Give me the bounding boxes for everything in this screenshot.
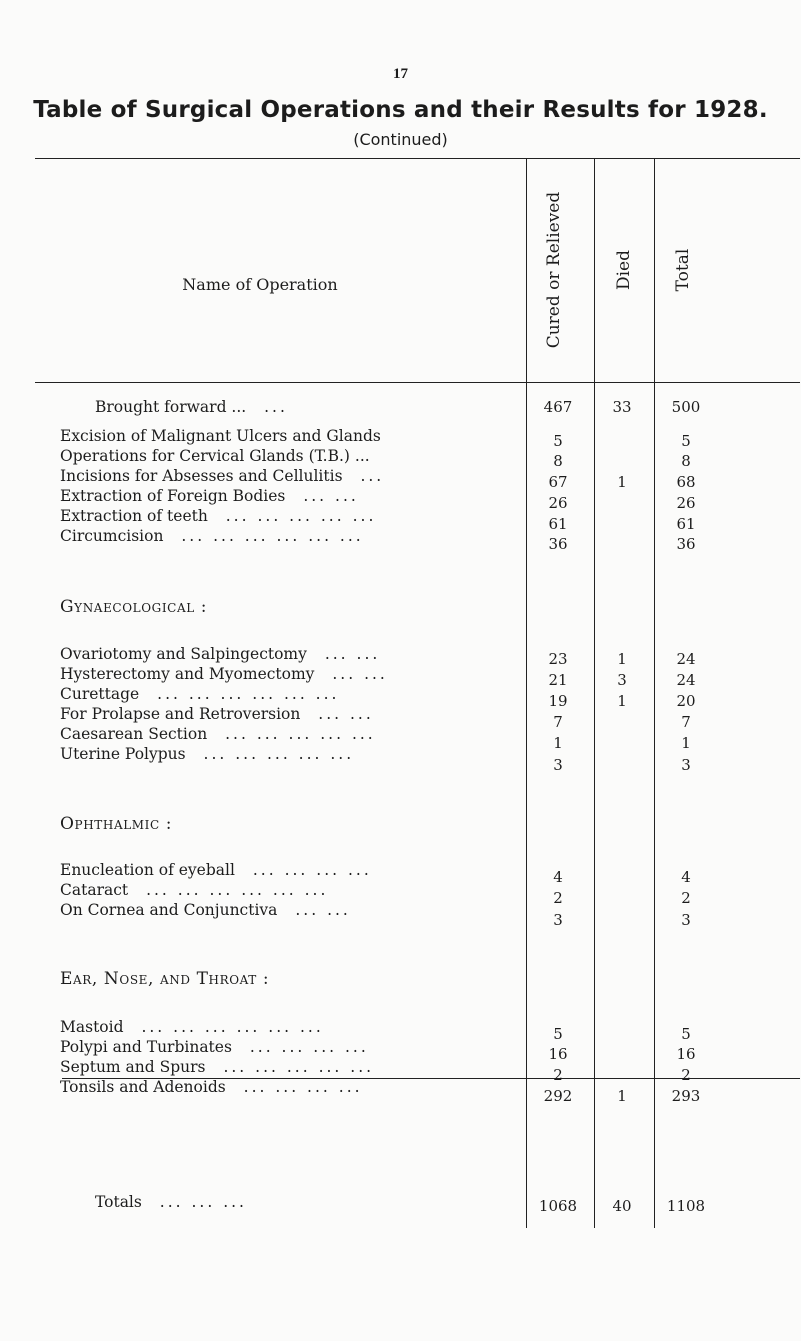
cured-value: 61 [548,515,568,533]
operation-name: Cataract ... ... ... ... ... ... [60,881,329,899]
died-value: 1 [617,692,627,710]
leader-dots: ... [256,398,288,416]
total-value: 24 [676,671,696,689]
total-value: 24 [676,650,696,668]
operation-name: For Prolapse and Retroversion ... ... [60,705,374,723]
died-value: 1 [617,473,627,491]
leader-dots: ... ... ... ... [241,1038,369,1056]
total-value: 5 [681,1025,691,1043]
operation-name: Extraction of teeth ... ... ... ... ... [60,507,377,525]
cured-value: 8 [553,452,563,470]
leader-dots: ... ... ... ... [244,861,372,879]
operation-name: On Cornea and Conjunctiva ... ... [60,901,351,919]
leader-dots: ... ... ... ... [235,1078,363,1096]
total-value: 36 [676,535,696,553]
total-value: 500 [671,398,701,416]
cured-value: 5 [553,1025,563,1043]
total-value: 2 [681,889,691,907]
operation-name: Tonsils and Adenoids ... ... ... ... [60,1078,363,1096]
died-value: 1 [617,650,627,668]
total-value: 26 [676,494,696,512]
cured-value: 3 [553,756,563,774]
cured-value: 4 [553,868,563,886]
column-divider-total [654,158,655,1228]
cured-value: 2 [553,1066,563,1084]
operation-name: Curettage ... ... ... ... ... ... [60,685,340,703]
died-value: 40 [612,1197,632,1215]
column-header-died: Died [614,250,634,291]
cured-value: 7 [553,713,563,731]
cured-value: 3 [553,911,563,929]
total-value: 1 [681,734,691,752]
operation-name: Incisions for Absesses and Cellulitis ... [60,467,385,485]
leader-dots: ... ... ... ... ... ... [138,881,329,899]
total-value: 68 [676,473,696,491]
total-value: 20 [676,692,696,710]
cured-value: 1068 [538,1197,578,1215]
cured-value: 5 [553,432,563,450]
operation-name: Enucleation of eyeball ... ... ... ... [60,861,372,879]
cured-value: 21 [548,671,568,689]
operation-name: Ovariotomy and Salpingectomy ... ... [60,645,381,663]
total-value: 4 [681,868,691,886]
leader-dots: ... ... ... ... ... ... [133,1018,324,1036]
column-header-total: Total [673,248,693,292]
leader-dots: ... ... ... ... ... [195,745,355,763]
cured-value: 467 [543,398,573,416]
leader-dots: ... ... ... ... ... ... [149,685,340,703]
leader-dots: ... ... ... ... ... ... [173,527,364,545]
operation-name: Totals ... ... ... [95,1193,247,1211]
operation-name: Uterine Polypus ... ... ... ... ... [60,745,355,763]
total-value: 3 [681,911,691,929]
total-value: 293 [671,1087,701,1105]
operation-name: Circumcision ... ... ... ... ... ... [60,527,364,545]
cured-value: 16 [548,1045,568,1063]
column-divider-cured [526,158,527,1228]
cured-value: 19 [548,692,568,710]
leader-dots: ... [352,467,385,485]
leader-dots: ... ... ... ... ... [217,507,377,525]
operation-name: Septum and Spurs ... ... ... ... ... [60,1058,375,1076]
total-value: 3 [681,756,691,774]
section-heading: Ear, Nose, and Throat : [60,969,270,989]
operation-name: Caesarean Section ... ... ... ... ... [60,725,376,743]
operation-name: Operations for Cervical Glands (T.B.) ... [60,447,370,465]
column-header-name: Name of Operation [182,275,338,294]
cured-value: 2 [553,889,563,907]
cured-value: 1 [553,734,563,752]
leader-dots: ... ... [287,901,351,919]
total-value: 1108 [666,1197,706,1215]
died-value: 3 [617,671,627,689]
died-value: 1 [617,1087,627,1105]
leader-dots: ... ... [316,645,381,663]
cured-value: 26 [548,494,568,512]
total-value: 16 [676,1045,696,1063]
page-subtitle: (Continued) [353,130,448,149]
leader-dots: ... ... [295,487,359,505]
leader-dots: ... ... ... ... ... [217,725,376,743]
cured-value: 23 [548,650,568,668]
operation-name: Polypi and Turbinates ... ... ... ... [60,1038,369,1056]
total-value: 5 [681,432,691,450]
operation-name: Extraction of Foreign Bodies ... ... [60,487,359,505]
operation-name: Mastoid ... ... ... ... ... ... [60,1018,324,1036]
cured-value: 36 [548,535,568,553]
leader-dots: ... ... [324,665,388,683]
total-value: 7 [681,713,691,731]
operation-name: Hysterectomy and Myomectomy ... ... [60,665,388,683]
page-number: 17 [393,66,408,82]
leader-dots: ... ... [310,705,374,723]
operation-name: Excision of Malignant Ulcers and Glands [60,427,381,445]
leader-dots: ... ... ... ... ... [215,1058,375,1076]
operation-name: Brought forward ... ... [95,398,288,416]
section-heading: Ophthalmic : [60,814,173,834]
column-header-cured: Cured or Relieved [544,191,564,349]
leader-dots: ... ... ... [151,1193,247,1211]
total-value: 8 [681,452,691,470]
died-value: 33 [612,398,632,416]
cured-value: 292 [543,1087,573,1105]
total-value: 61 [676,515,696,533]
total-value: 2 [681,1066,691,1084]
cured-value: 67 [548,473,568,491]
page-title: Table of Surgical Operations and their Results for 1928. [33,97,768,123]
section-heading: Gynaecological : [60,597,208,617]
